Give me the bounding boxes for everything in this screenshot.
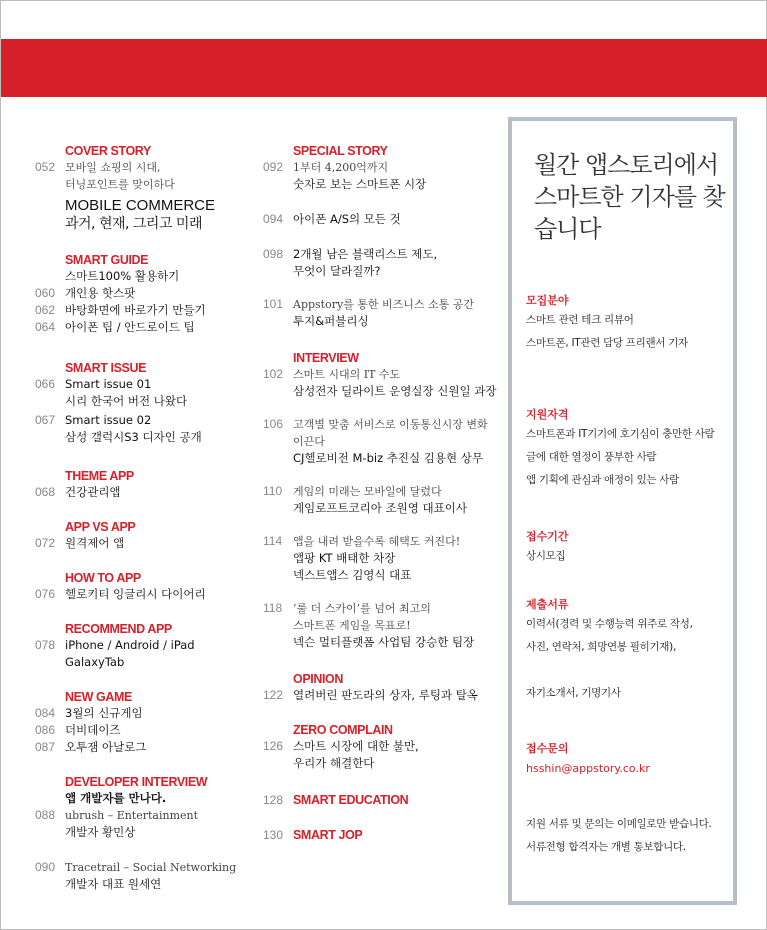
page-number: 102: [263, 367, 284, 381]
entry-line: 헬로키티 잉글리시 다이어리: [65, 587, 206, 601]
page-number: 060: [35, 286, 56, 300]
toc-entry[interactable]: [263, 366, 503, 400]
entry-line: 앱을 내려 받을수록 혜택도 커진다!: [293, 535, 461, 548]
page-number: 126: [263, 739, 284, 753]
toc-section-special-story: [263, 143, 503, 330]
entry-line: 3월의 신규게임: [65, 706, 143, 720]
recruit-line: 글에 대한 열정이 풍부한 사람: [526, 451, 657, 463]
section-title: SMART EDUCATION: [293, 793, 409, 807]
toc-left-column: [35, 143, 265, 893]
toc-entry[interactable]: [35, 807, 265, 841]
section-title[interactable]: DEVELOPER INTERVIEW: [65, 775, 208, 789]
toc-section-zero-complain: [263, 722, 503, 772]
entry-line: 스마트 시대의 IT 수도: [293, 368, 401, 381]
toc-section-interview: [263, 350, 503, 651]
recruit-line: 스마트 관련 테크 리뷰어: [526, 314, 634, 326]
section-title[interactable]: THEME APP: [65, 469, 134, 483]
entry-line: 모바일 쇼핑의 시대,: [65, 161, 161, 174]
page-number: 064: [35, 320, 56, 334]
toc-section-opinion: [263, 671, 503, 704]
toc-right-column: [263, 143, 503, 844]
section-title[interactable]: ZERO COMPLAIN: [293, 723, 393, 737]
section-title[interactable]: SMART ISSUE: [65, 361, 147, 375]
section-title[interactable]: SMART GUIDE: [65, 253, 149, 267]
recruit-line: 상시모집: [526, 550, 566, 562]
toc-section-recommend-app: [35, 621, 265, 671]
toc-section-cover-story: [35, 143, 265, 234]
entry-line: ubrush – Entertainment: [65, 809, 199, 822]
recruit-section-documents: [526, 597, 731, 705]
entry-line: Tracetrail – Social Networking: [65, 861, 237, 874]
entry-line: 더비데이즈: [65, 723, 121, 737]
toc-entry[interactable]: [35, 705, 265, 722]
toc-entry[interactable]: [263, 483, 503, 517]
entry-line: 게임의 미래는 모바일에 달렸다: [293, 485, 442, 498]
entry-line: 숫자로 보는 스마트폰 시장: [293, 177, 427, 191]
recruit-line: 자기소개서, 기명기사: [526, 687, 621, 699]
recruit-label: 접수문의: [526, 742, 569, 755]
page-number: 088: [35, 808, 56, 822]
toc-entry[interactable]: [35, 586, 265, 603]
entry-line: Smart issue 02: [65, 413, 152, 427]
page-number: 090: [35, 860, 56, 874]
entry-line: iPhone / Android / iPad: [65, 638, 195, 652]
toc-section-smart-guide: [35, 252, 265, 336]
recruit-label: 모집분야: [526, 294, 569, 307]
recruit-section-field: [526, 293, 731, 355]
entry-line: 삼성 갤럭시S3 디자인 공개: [65, 430, 202, 444]
recruit-line: 지원 서류 및 문의는 이메일로만 받습니다.: [526, 818, 712, 830]
recruit-line: 서류전형 합격자는 개별 통보합니다.: [526, 841, 686, 853]
entry-line: CJ헬로비전 M-biz 추진실 김용현 상무: [293, 451, 483, 465]
entry-line: 2개월 남은 블랙리스트 제도,: [293, 247, 438, 261]
section-subtitle: 스마트100% 활용하기: [65, 269, 180, 283]
toc-section-smart-issue: [35, 360, 265, 446]
page-number: 118: [263, 601, 283, 615]
page-number: 122: [263, 688, 284, 702]
toc-section-smart-education[interactable]: [263, 792, 503, 809]
section-subtitle: 앱 개발자를 만나다.: [65, 791, 167, 805]
toc-entry[interactable]: [263, 211, 503, 228]
page-number: 101: [263, 297, 284, 311]
toc-entry[interactable]: [263, 416, 503, 467]
toc-entry[interactable]: [35, 859, 265, 893]
entry-line: 아이폰 A/S의 모든 것: [293, 212, 401, 226]
entry-line: 삼성전자 딜라이트 운영실장 신원일 과장: [293, 384, 497, 398]
toc-entry[interactable]: [35, 739, 265, 756]
section-title[interactable]: NEW GAME: [65, 690, 132, 704]
entry-line: 이끈다: [293, 435, 325, 448]
page-number: 078: [35, 638, 56, 652]
entry-line: 앱팡 KT 배태한 차장: [293, 551, 396, 565]
page-number: 092: [263, 160, 284, 174]
entry-line: 투지&퍼블리싱: [293, 314, 369, 328]
recruit-line: 사진, 연락처, 희망연봉 필히기재),: [526, 641, 676, 653]
toc-entry[interactable]: [35, 319, 265, 336]
toc-entry[interactable]: [263, 738, 503, 772]
contact-email-link[interactable]: hsshin@appstory.co.kr: [526, 762, 650, 775]
cover-headline: MOBILE COMMERCE: [65, 197, 216, 214]
entry-line: ‘룰 더 스카이’를 넘어 최고의: [293, 602, 431, 615]
page-number: 072: [35, 536, 56, 550]
recruit-line: 앱 기획에 관심과 애정이 있는 사람: [526, 474, 679, 486]
entry-line: 시리 한국어 버전 나왔다: [65, 394, 188, 408]
section-title: SMART JOP: [293, 828, 363, 842]
entry-line: 바탕화면에 바로가기 만들기: [65, 303, 206, 317]
recruit-section-qualification: [526, 407, 731, 492]
page-number: 130: [263, 828, 284, 842]
recruit-label: 지원자격: [526, 408, 569, 421]
entry-line: 개발자 대표 원세연: [65, 877, 162, 891]
page-number: 076: [35, 587, 56, 601]
entry-line: 스마트 시장에 대한 불만,: [293, 739, 419, 753]
page-number: 067: [35, 413, 56, 427]
toc-section-how-to-app: [35, 570, 265, 603]
toc-entry[interactable]: [263, 159, 503, 193]
section-title[interactable]: INTERVIEW: [293, 351, 359, 365]
entry-line: 개발자 황민상: [65, 825, 136, 839]
entry-line: 넥슨 멀티플랫폼 사업팀 강승한 팀장: [293, 635, 475, 649]
toc-entry[interactable]: [263, 296, 503, 330]
page-number: 087: [35, 740, 56, 754]
page-number: 128: [263, 793, 284, 807]
entry-line: 터닝포인트를 맞이하다: [65, 178, 175, 191]
page-number: 098: [263, 247, 284, 261]
section-title[interactable]: HOW TO APP: [65, 571, 141, 585]
entry-line: 오투잼 아날로그: [65, 740, 147, 754]
toc-section-theme-app: [35, 468, 265, 501]
entry-line: 무엇이 달라질까?: [293, 264, 381, 278]
page-number: 110: [263, 484, 283, 498]
toc-section-new-game: [35, 689, 265, 756]
entry-line: 건강관리앱: [65, 485, 121, 499]
toc-entry[interactable]: [35, 484, 265, 501]
recruit-label: 접수기간: [526, 530, 569, 543]
entry-line: 스마트폰 게임을 목표로!: [293, 619, 411, 632]
entry-line: 원격제어 앱: [65, 536, 125, 550]
toc-entry[interactable]: [263, 600, 503, 651]
entry-line: 아이폰 팁 / 안드로이드 팁: [65, 320, 195, 334]
entry-line: 게임로프트코리아 조원영 대표이사: [293, 501, 467, 515]
toc-entry[interactable]: [35, 159, 265, 193]
recruit-section-period: [526, 529, 731, 568]
recruit-line: 스마트폰과 IT기기에 호기심이 충만한 사람: [526, 428, 715, 440]
toc-entry[interactable]: [263, 246, 503, 280]
recruit-line: [526, 659, 731, 682]
entry-line: Smart issue 01: [65, 377, 152, 391]
entry-line: 고객별 맞춤 서비스로 이동통신시장 변화: [293, 418, 488, 431]
toc-entry[interactable]: [35, 285, 265, 302]
page-number: 052: [35, 160, 56, 174]
section-title[interactable]: APP VS APP: [65, 520, 136, 534]
entry-line: GalaxyTab: [65, 655, 125, 669]
toc-entry[interactable]: [35, 302, 265, 319]
recruit-line: 스마트폰, IT관련 담당 프리랜서 기자: [526, 337, 688, 349]
page-number: 106: [263, 417, 284, 431]
entry-line: Appstory를 통한 비즈니스 소통 공간: [293, 298, 475, 311]
section-title[interactable]: SPECIAL STORY: [293, 144, 388, 158]
toc-entry[interactable]: [263, 687, 503, 704]
toc-entry[interactable]: [35, 637, 265, 671]
recruit-label: 제출서류: [526, 598, 569, 611]
page-number: 066: [35, 377, 56, 391]
toc-entry[interactable]: [263, 533, 503, 584]
toc-section-developer-interview: [35, 774, 265, 893]
recruit-line: 이력서(경력 및 수행능력 위주로 작성,: [526, 618, 693, 630]
entry-line: 우리가 해결한다: [293, 756, 375, 770]
toc-section-smart-jop[interactable]: [263, 827, 503, 844]
section-title[interactable]: RECOMMEND APP: [65, 622, 172, 636]
cover-subheadline: 과거, 현재, 그리고 미래: [65, 216, 202, 232]
recruitment-box: [508, 117, 737, 905]
page-number: 094: [263, 212, 284, 226]
toc-entry[interactable]: [35, 412, 265, 446]
page-number: 084: [35, 706, 56, 720]
page-number: 086: [35, 723, 56, 737]
recruit-notice: [526, 813, 731, 859]
page-number: 114: [263, 534, 283, 548]
recruit-section-inquiry: [526, 741, 731, 780]
section-title[interactable]: OPINION: [293, 672, 343, 686]
toc-entry[interactable]: [35, 722, 265, 739]
section-title[interactable]: COVER STORY: [65, 144, 151, 158]
page-number: 062: [35, 303, 56, 317]
recruitment-title: 월간 앱스토리에서 스마트한 기자를 찾습니다: [534, 151, 725, 243]
toc-entry[interactable]: [35, 376, 265, 410]
top-red-band: [1, 39, 767, 97]
page-number: 068: [35, 485, 56, 499]
toc-entry[interactable]: [35, 535, 265, 552]
toc-section-app-vs-app: [35, 519, 265, 552]
entry-line: 열려버린 판도라의 상자, 루팅과 탈옥: [293, 688, 478, 702]
entry-line: 넥스트앱스 김영식 대표: [293, 568, 412, 582]
entry-line: 1부터 4,200억까지: [293, 161, 389, 174]
entry-line: 개인용 핫스팟: [65, 286, 136, 300]
